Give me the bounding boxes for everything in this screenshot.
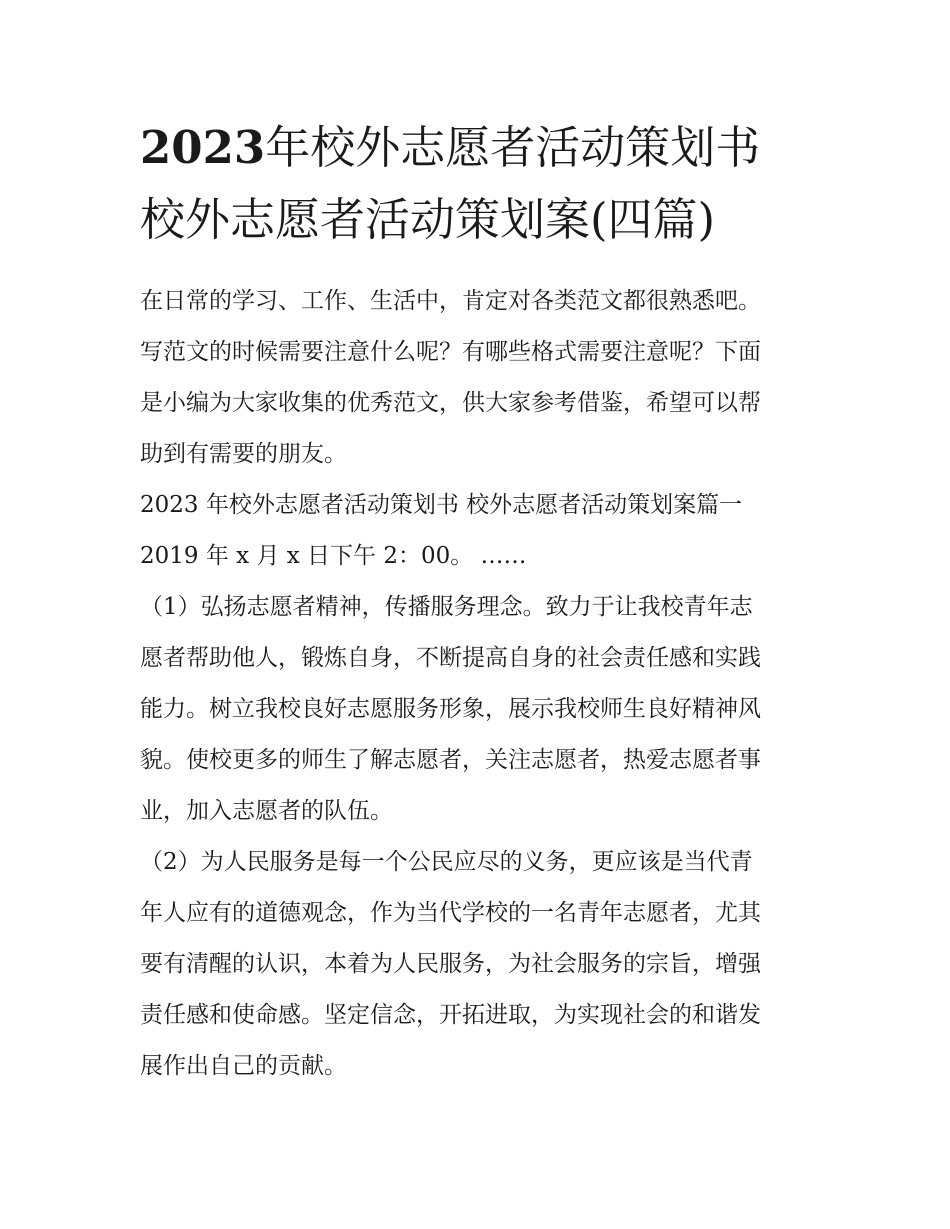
document-body (140, 276, 830, 1092)
body-line: 业，加入志愿者的队伍。 (140, 798, 393, 824)
title-line2: 校外志愿者活动策划案(四篇) (140, 193, 716, 246)
body-line: 助到有需要的朋友。 (140, 441, 347, 467)
body-line: 年人应有的道德观念，作为当代学校的一名青年志愿者，尤其 (140, 900, 761, 926)
body-line: 责任感和使命感。坚定信念，开拓进取，为实现社会的和谐发 (140, 1002, 761, 1028)
title-line1-rest: 年校外志愿者活动策划书 (265, 121, 761, 174)
body-line: 貌。使校更多的师生了解志愿者，关注志愿者，热爱志愿者事 (140, 747, 761, 773)
body-line: （2）为人民服务是每一个公民应尽的义务，更应该是当代青 (140, 849, 753, 875)
body-line: 是小编为大家收集的优秀范文，供大家参考借鉴，希望可以帮 (140, 390, 761, 416)
body-line: （1）弘扬志愿者精神，传播服务理念。致力于让我校青年志 (140, 594, 753, 620)
title-year: 2023 (140, 121, 266, 174)
body-line: 愿者帮助他人，锻炼自身，不断提高自身的社会责任感和实践 (140, 645, 761, 671)
section-heading: 2023 年校外志愿者活动策划书 校外志愿者活动策划案篇一 (140, 492, 743, 518)
body-line: 能力。树立我校良好志愿服务形象，展示我校师生良好精神风 (140, 696, 761, 722)
document-title (140, 112, 830, 256)
body-line: 在日常的学习、工作、生活中，肯定对各类范文都很熟悉吧。 (140, 288, 761, 314)
body-line: 展作出自己的贡献。 (140, 1053, 347, 1079)
body-line: 2019 年 x 月 x 日下午 2：00。 …… (140, 543, 527, 569)
body-line: 写范文的时候需要注意什么呢？有哪些格式需要注意呢？下面 (140, 339, 761, 365)
body-line: 要有清醒的认识，本着为人民服务，为社会服务的宗旨，增强 (140, 951, 761, 977)
